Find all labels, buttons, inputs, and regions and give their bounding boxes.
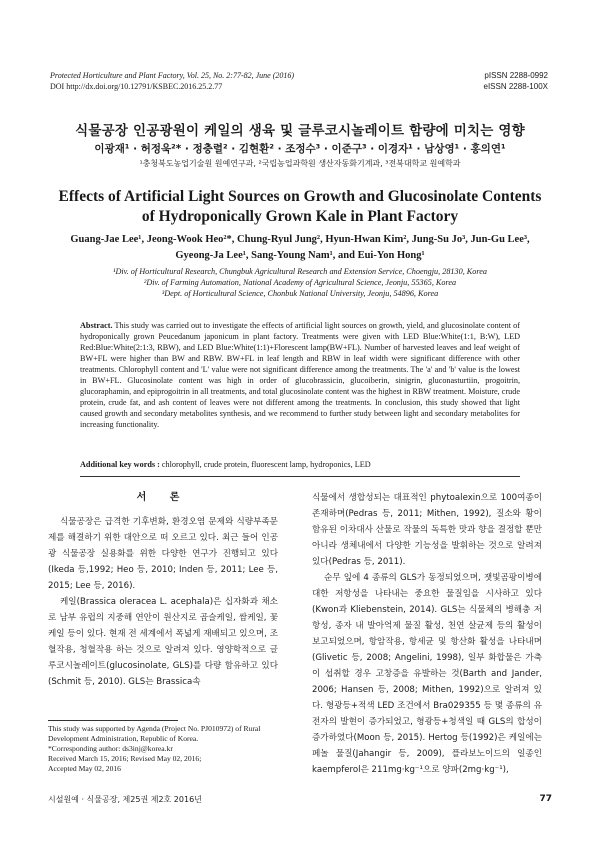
page-number: 77 [539,794,552,804]
affiliation-1: ¹Div. of Horticultural Research, Chungbuk Agricultural Research and Extension Service, Choengju, 28130, Korea [113,267,487,276]
english-authors-line2: Gyeong-Ja Lee¹, Sang-Young Nam¹, and Eui-Yon Hong¹ [175,250,425,261]
footnote-corresponding: *Corresponding author: ds3inj@korea.kr [48,744,173,753]
english-affiliations [40,266,560,299]
affiliation-3: ³Dept. of Horticultural Science, Chonbuk National University, Jeonju, 54896, Korea [161,289,439,298]
intro-paragraph-4: 순무 잎에 4 종류의 GLS가 동정되었으며, 잿빛곰팡이병에 대한 저항성을 나타내는 중요한 물질임을 시사하고 있다(Kwon과 Kliebenstein, 2014). GLS는 식물체의 병해충 저항성, 종자 내 발아억제 물질 활성, 천연 살균제 등의 활성이 보고되었으며, 항암작용, 항세균 및 항산화 활성을 나타내며(Glivetic 등, 2008; Angelini, 1998), 일부 화합물은 가축이 섭취할 경우 고창증을 유발하는 것(Barth and Jander, 2006; Hansen 등, 2008; Mithen, 1992)으로 알려져 있다. 형광등+적색 LED 조건에서 Bra029355 등 몇 종류의 유전자의 발현이 증가되었고, 형광등+청색일 때 GLS의 합성이 증가하였다(Moon 등, 2015). Hertog 등(1992)은 케일에는 페놀 물질(Jahangir 등, 2009), 플라보노이드의 일종인 kaempferol은 211mg·kg⁻¹으로 양파(2mg·kg⁻¹), [312,573,542,775]
abstract-text: This study was carried out to investigate the effects of artificial light sources on growth, yield, and glucosinolate content of hydroponically grown Peucedanum japonicum in plant factory. Treatments were given with LED Blue:White(1:1, B:W), LED Red:Blue:White(2:1:3, RBW), and LED Blue:White(1:1)+Florescent lamp(BW+FL). Number of harvested leaves and leaf weight of BW+FL were higher than BW and RBW. BW+FL in leaf length and RBW in leaf width were significant difference with other treatments. Chlorophyll content and 'L' value were not significant difference among the treatments. The 'a' and 'b' value is the lowest in BW+FL. Glucosinolate content was high in order of glucobrassicin, glucoiberin, sinigrin, gluconasturtiin, progoitrin, glucoraphamin, and epiprogoitrin in all treatments, and total glucosinolate content was the highest in RBW treatment. Moisture, crude protein, crude fat, and ash content of leaves were not different among the treatments. In conclusion, this study showed that light caused growth and secondary metabolites synthesis, and we recommend to further study between light and secondary metabolites for increasing functionality. [80,321,520,429]
footnote-accepted: Accepted May 02, 2016 [48,764,121,773]
body-column-left [48,490,278,690]
intro-paragraph-2: 케일(Brassica oleracea L. acephala)은 십자화과 채소로 남부 유럽의 지중해 연안이 원산지로 곱슬케일, 쌈케일, 꽃케일 등이 있다. 현재 전 세계에서 폭넓게 재배되고 있으며, 조혈작용, 청혈작용 하는 것으로 알려져 있다. 영양학적으로 글루코시놀레이트(glucosinolate, GLS)를 다량 함유하고 있다(Schmit 등, 2010). GLS는 Brassica속 [48,597,278,687]
footer-journal: 시설원예 · 식물공장, 제25권 제2호 2016년 [48,795,202,804]
footnote [48,724,278,774]
abstract-label: Abstract. [80,321,113,330]
body-column-right [312,490,542,778]
eissn: eISSN 2288-100X [483,82,548,91]
pissn: pISSN 2288-0992 [484,71,548,80]
footnote-funding: This study was supported by Agenda (Project No. PJ010972) of Rural Development Administration, Republic of Korea. [48,724,261,743]
keywords-text: chlorophyll, crude protein, fluorescent lamp, hydroponics, LED [159,460,371,469]
korean-authors: 이광재¹ · 허정욱²* · 정충렬² · 김현환² · 조정수³ · 이준구³ · 이경자¹ · 남상영¹ · 홍의연¹ [94,143,506,155]
intro-paragraph-1: 식물공장은 급격한 기후변화, 환경오염 문제와 식량부족문제를 해결하기 위한 대안으로 떠 오르고 있다. 최근 들어 인공광 식물공장 실용화를 위한 다양한 연구가 진행되고 있다(Ikeda 등,1992; Heo 등, 2010; Inden 등, 2011; Lee 등, 2015; Lee 등, 2016). [48,517,278,591]
issn-block [484,70,549,92]
page-footer [48,794,552,805]
affiliation-2: ²Div. of Farming Automation, National Academy of Agricultural Science, Jeonju, 55365, Korea [143,278,457,287]
korean-title: 식물공장 인공광원이 케일의 생육 및 글루코시놀레이트 함량에 미치는 영향 [75,123,525,139]
footnote-divider [48,720,178,721]
keywords-divider [80,476,520,477]
journal-header [50,70,294,92]
korean-affiliations: ¹충청북도농업기술원 원예연구과, ²국립농업과학원 생산자동화기계과, ³전북대학교 원예학과 [139,159,461,168]
keywords-label: Additional key words : [80,460,160,469]
journal-citation: Protected Horticulture and Plant Factory, Vol. 25, No. 2:77-82, June (2016) [50,71,295,80]
intro-paragraph-3: 식물에서 생합성되는 대표적인 phytoalexin으로 100여종이 존재하며(Pedras 등, 2011; Mithen, 1992), 질소와 황이 함유된 이차대사 산물로 작물의 독특한 맛과 향을 결정할 뿐만 아니라 생체내에서 다양한 기능성을 발휘하는 것으로 알려져 있다(Pedras 등, 2011). [312,493,542,567]
english-title-line2: of Hydroponically Grown Kale in Plant Factory [141,208,459,225]
abstract [80,320,520,430]
english-title-line1: Effects of Artificial Light Sources on Growth and Glucosinolate Contents [58,188,542,205]
keywords [80,460,520,469]
english-title [40,187,560,227]
footnote-received: Received March 15, 2016; Revised May 02, 2016; [48,754,202,763]
section-title-introduction: 서 론 [136,492,190,503]
english-authors-line1: Guang-Jae Lee¹, Jeong-Wook Heo²*, Chung-Ryul Jung², Hyun-Hwan Kim², Jung-Su Jo³, Jun-Gu Lee³, [70,234,530,245]
english-authors [40,232,560,264]
doi-link[interactable]: DOI http://dx.doi.org/10.12791/KSBEC.2016.25.2.77 [50,82,223,91]
